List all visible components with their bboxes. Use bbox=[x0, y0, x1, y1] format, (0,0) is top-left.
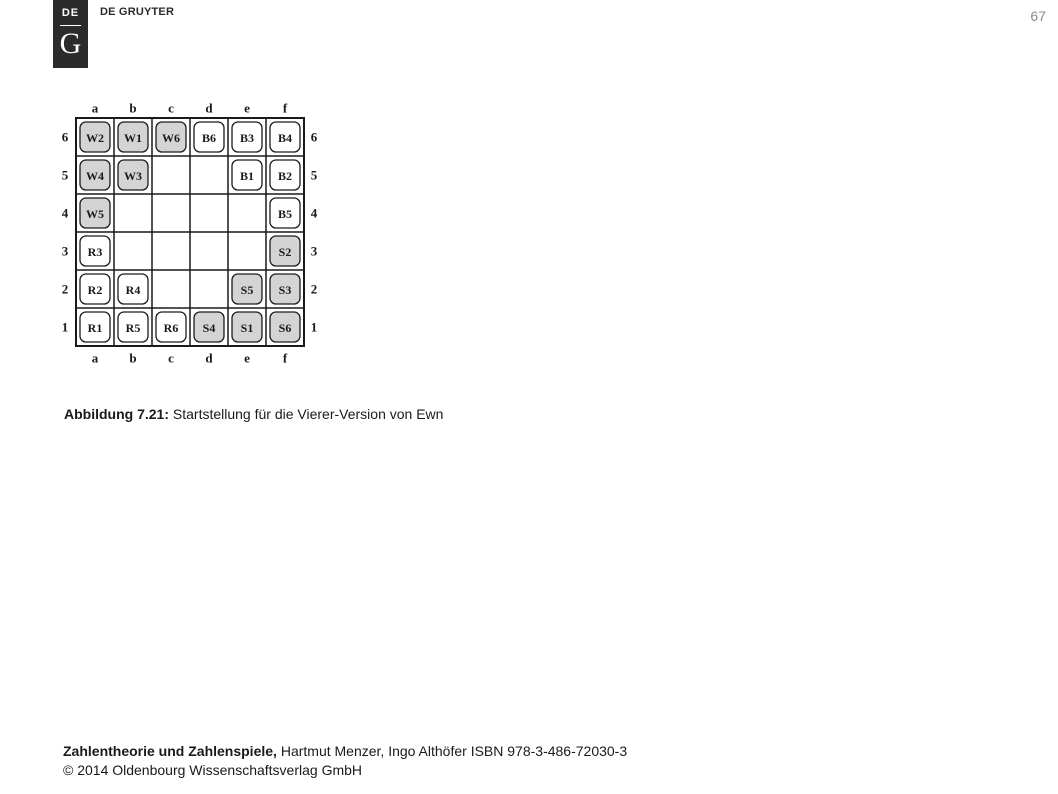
column-label-top: d bbox=[205, 100, 213, 116]
piece-label: S5 bbox=[240, 283, 254, 297]
piece-label: W2 bbox=[86, 131, 104, 145]
piece-label: W3 bbox=[124, 169, 142, 183]
row-label-left: 6 bbox=[61, 129, 69, 145]
column-label-bottom: d bbox=[205, 350, 213, 366]
piece-label: R3 bbox=[87, 245, 103, 259]
publisher-logo bbox=[53, 0, 88, 68]
piece-label: R6 bbox=[163, 321, 179, 335]
row-label-right: 4 bbox=[310, 205, 318, 221]
column-label-bottom: b bbox=[129, 350, 137, 366]
footer-copyright: © 2014 Oldenbourg Wissenschaftsverlag GmbH bbox=[63, 762, 363, 778]
footer-book-details: Hartmut Menzer, Ingo Althöfer ISBN 978-3-486-72030-3 bbox=[276, 743, 628, 759]
page-number: 67 bbox=[1030, 8, 1046, 24]
piece-label: R1 bbox=[87, 321, 103, 335]
row-label-right: 3 bbox=[310, 243, 318, 259]
column-label-top: e bbox=[244, 100, 250, 116]
row-label-left: 5 bbox=[61, 167, 69, 183]
column-label-top: a bbox=[91, 100, 99, 116]
column-label-top: f bbox=[282, 100, 288, 116]
piece-label: W4 bbox=[86, 169, 104, 183]
piece-label: S1 bbox=[240, 321, 254, 335]
piece-label: S2 bbox=[278, 245, 292, 259]
column-label-bottom: a bbox=[91, 350, 99, 366]
piece-label: B2 bbox=[277, 169, 293, 183]
piece-label: W6 bbox=[162, 131, 180, 145]
piece-label: B6 bbox=[201, 131, 217, 145]
piece-label: S6 bbox=[278, 321, 292, 335]
logo-divider bbox=[60, 25, 81, 26]
column-label-bottom: c bbox=[168, 350, 174, 366]
caption-label: Abbildung 7.21: bbox=[64, 406, 169, 422]
footer-citation bbox=[63, 742, 627, 761]
piece-label: B4 bbox=[277, 131, 293, 145]
piece-label: B1 bbox=[239, 169, 255, 183]
column-label-top: b bbox=[129, 100, 137, 116]
row-label-right: 6 bbox=[310, 129, 318, 145]
board-svg bbox=[58, 96, 328, 370]
row-label-left: 2 bbox=[61, 281, 69, 297]
row-label-left: 3 bbox=[61, 243, 69, 259]
caption-text: Startstellung für die Vierer-Version von Ewn bbox=[169, 406, 444, 422]
row-label-right: 2 bbox=[310, 281, 318, 297]
logo-de-text: DE bbox=[61, 7, 80, 19]
page-footer bbox=[63, 742, 627, 780]
ewn-start-position-board bbox=[58, 96, 328, 370]
column-label-bottom: e bbox=[244, 350, 250, 366]
row-label-right: 5 bbox=[310, 167, 318, 183]
row-label-left: 1 bbox=[61, 319, 69, 335]
piece-label: R2 bbox=[87, 283, 103, 297]
row-label-right: 1 bbox=[310, 319, 318, 335]
row-label-left: 4 bbox=[61, 205, 69, 221]
piece-label: R4 bbox=[125, 283, 141, 297]
logo-g-text: G bbox=[59, 27, 82, 60]
piece-label: W1 bbox=[124, 131, 142, 145]
piece-label: B5 bbox=[277, 207, 293, 221]
figure-caption bbox=[64, 406, 443, 422]
footer-book-title: Zahlentheorie und Zahlenspiele, bbox=[63, 743, 277, 759]
column-label-top: c bbox=[168, 100, 174, 116]
piece-label: R5 bbox=[125, 321, 141, 335]
column-label-bottom: f bbox=[282, 350, 288, 366]
piece-label: B3 bbox=[239, 131, 255, 145]
piece-label: W5 bbox=[86, 207, 104, 221]
piece-label: S3 bbox=[278, 283, 292, 297]
piece-label: S4 bbox=[202, 321, 216, 335]
publisher-name: DE GRUYTER bbox=[100, 6, 175, 18]
